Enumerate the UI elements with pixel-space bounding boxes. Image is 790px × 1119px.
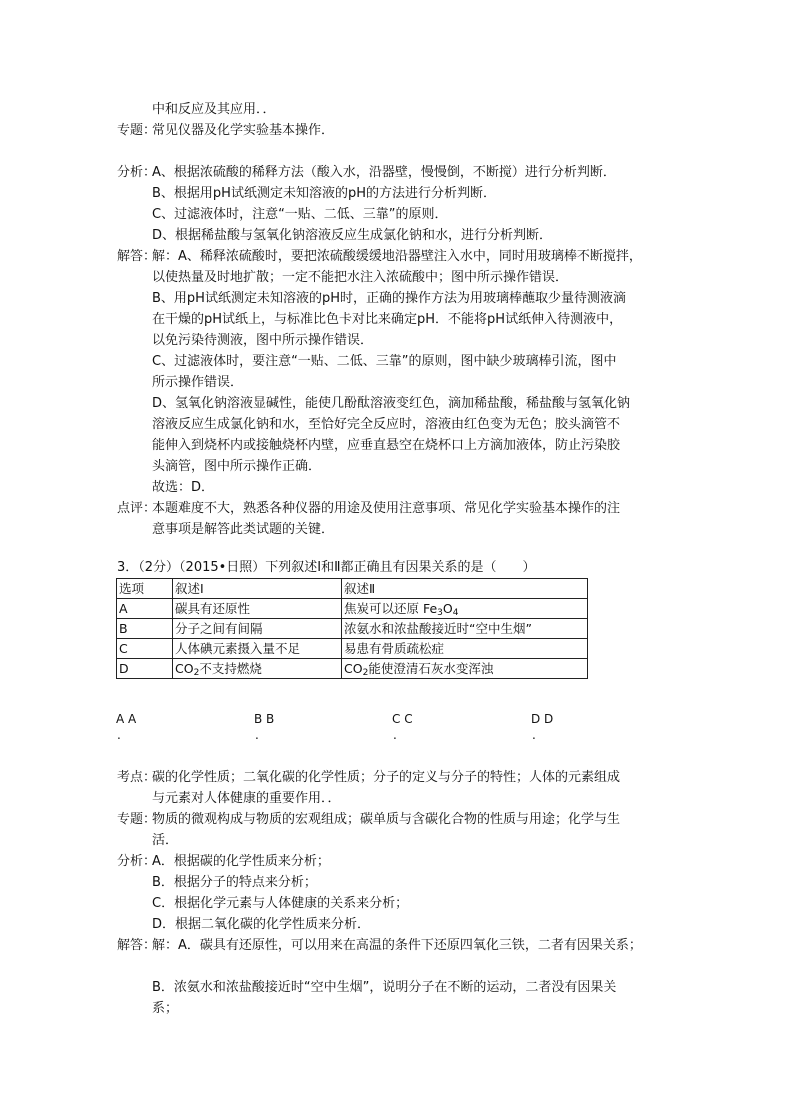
jieda-line: B．浓氨水和浓盐酸接近时“空中生烟”，说明分子在不断的运动，二者没有因果关 xyxy=(152,980,617,995)
table-header-cell: 叙述Ⅰ xyxy=(173,579,342,599)
fenxi-label: 分析： xyxy=(117,854,157,869)
kaodian-line: 碳的化学性质；二氧化碳的化学性质；分子的定义与分子的特性；人体的元素组成 xyxy=(152,770,621,785)
statement-table xyxy=(116,578,588,679)
option-dot: . xyxy=(393,728,397,742)
fenxi-line: A．根据碳的化学性质来分析； xyxy=(152,854,330,869)
zhuanti-line: 活． xyxy=(152,833,179,848)
statement-2-cell: 易患有骨质疏松症 xyxy=(342,639,588,659)
zhuanti-label: 专题： xyxy=(117,123,157,138)
jieda-line: 所示操作错误． xyxy=(152,375,244,390)
option-cell: B xyxy=(117,619,173,639)
answer-option: C C xyxy=(392,712,413,726)
statement-1-text: 不支持燃烧 xyxy=(199,661,262,676)
fenxi-line: A、根据浓硫酸的稀释方法（酸入水，沿器壁，慢慢倒，不断搅）进行分析判断． xyxy=(152,165,616,180)
option-cell: A xyxy=(117,599,173,619)
jieda-line: 在干燥的pH试纸上，与标准比色卡对比来确定pH．不能将pH试纸伸入待测液中， xyxy=(152,312,623,327)
fenxi-label: 分析： xyxy=(117,165,157,180)
jieda-line: 以使热量及时地扩散；一定不能把水注入浓硫酸中；图中所示操作错误． xyxy=(152,270,569,285)
statement-2-text: 焦炭可以还原 Fe xyxy=(344,601,438,616)
jieda-line: 能伸入到烧杯内或接触烧杯内壁，应垂直悬空在烧杯口上方滴加液体，防止污染胶 xyxy=(152,438,621,453)
fenxi-line: D．根据二氧化碳的化学性质来分析． xyxy=(152,917,371,932)
jieda-line: B、用pH试纸测定未知溶液的pH时，正确的操作方法为用玻璃棒蘸取少量待测液滴 xyxy=(152,291,626,306)
jieda-line: 溶液反应生成氯化钠和水，至恰好完全反应时，溶液由红色变为无色；胶头滴管不 xyxy=(152,417,621,432)
fenxi-line: B、根据用pH试纸测定未知溶液的pH的方法进行分析判断． xyxy=(152,186,496,201)
statement-1-cell xyxy=(173,659,342,679)
table-header-cell: 叙述Ⅱ xyxy=(342,579,588,599)
subscript: 3 xyxy=(437,608,443,618)
option-dot: . xyxy=(255,728,259,742)
statement-1-cell: 分子之间有间隔 xyxy=(173,619,342,639)
dianping-line: 本题难度不大，熟悉各种仪器的用途及使用注意事项、常见化学实验基本操作的注 xyxy=(152,501,621,516)
statement-2-text: CO xyxy=(344,661,363,676)
jieda-line: D、氢氧化钠溶液显碱性，能使几酚酞溶液变红色，滴加稀盐酸，稀盐酸与氢氧化钠 xyxy=(152,396,631,411)
subscript: 2 xyxy=(362,668,369,678)
fenxi-line: C．根据化学元素与人体健康的关系来分析； xyxy=(152,896,409,911)
jieda-line: 解：A、稀释浓硫酸时，要把浓硫酸缓缓地沿器壁注入水中，同时用玻璃棒不断搅拌， xyxy=(152,249,642,264)
answer-option: D D xyxy=(531,712,554,726)
jieda-label: 解答： xyxy=(117,249,157,264)
statement-2-cell: 浓氨水和浓盐酸接近时“空中生烟” xyxy=(342,619,588,639)
table-row xyxy=(117,659,588,679)
answer-option: B B xyxy=(254,712,275,726)
option-dot: . xyxy=(532,728,536,742)
statement-1-text: CO xyxy=(175,661,194,676)
statement-1-cell: 碳具有还原性 xyxy=(173,599,342,619)
kaodian-label: 考点： xyxy=(117,770,157,785)
option-dot: . xyxy=(117,728,121,742)
table-header-cell: 选项 xyxy=(117,579,173,599)
fenxi-line: C、过滤液体时，注意“一贴、二低、三靠”的原则． xyxy=(152,207,448,222)
fenxi-line: D、根据稀盐酸与氢氧化钠溶液反应生成氯化钠和水，进行分析判断． xyxy=(152,228,553,243)
statement-2-cell xyxy=(342,659,588,679)
statement-2-text: O xyxy=(442,601,453,616)
statement-2-cell xyxy=(342,599,588,619)
statement-1-cell: 人体碘元素摄入量不足 xyxy=(173,639,342,659)
table-row xyxy=(117,599,588,619)
kaodian-line: 与元素对人体健康的重要作用．． xyxy=(152,791,341,806)
jieda-line: 系； xyxy=(152,1001,179,1016)
jieda-label: 解答： xyxy=(117,938,157,953)
zhuanti-text: 常见仪器及化学实验基本操作． xyxy=(152,123,335,138)
question-stem: 3．（2分）（2015•日照）下列叙述Ⅰ和Ⅱ都正确且有因果关系的是（ ） xyxy=(117,560,536,575)
option-cell: D xyxy=(117,659,173,679)
jieda-line: 头滴管，图中所示操作正确． xyxy=(152,459,322,474)
answer-option: A A xyxy=(116,712,137,726)
fenxi-line: B．根据分子的特点来分析； xyxy=(152,875,317,890)
table-header-row xyxy=(117,579,588,599)
jieda-line: 解：A．碳具有还原性，可以用来在高温的条件下还原四氧化三铁，二者有因果关系； xyxy=(152,938,642,953)
subscript: 4 xyxy=(452,608,459,618)
zhuanti-line: 物质的微观构成与物质的宏观组成；碳单质与含碳化合物的性质与用途；化学与生 xyxy=(152,812,621,827)
dianping-label: 点评： xyxy=(117,501,157,516)
kaodian-continuation: 中和反应及其应用．． xyxy=(152,102,276,117)
zhuanti-label: 专题： xyxy=(117,812,157,827)
option-cell: C xyxy=(117,639,173,659)
jieda-line: 以免污染待测液，图中所示操作错误． xyxy=(152,333,374,348)
dianping-line: 意事项是解答此类试题的关键． xyxy=(152,522,335,537)
table-row xyxy=(117,619,588,639)
table-row xyxy=(117,639,588,659)
statement-2-text: 能使澄清石灰水变浑浊 xyxy=(368,661,494,676)
jieda-line: 故选：D． xyxy=(152,480,215,495)
subscript: 2 xyxy=(193,668,200,678)
jieda-line: C、过滤液体时，要注意“一贴、二低、三靠”的原则，图中缺少玻璃棒引流，图中 xyxy=(152,354,617,369)
